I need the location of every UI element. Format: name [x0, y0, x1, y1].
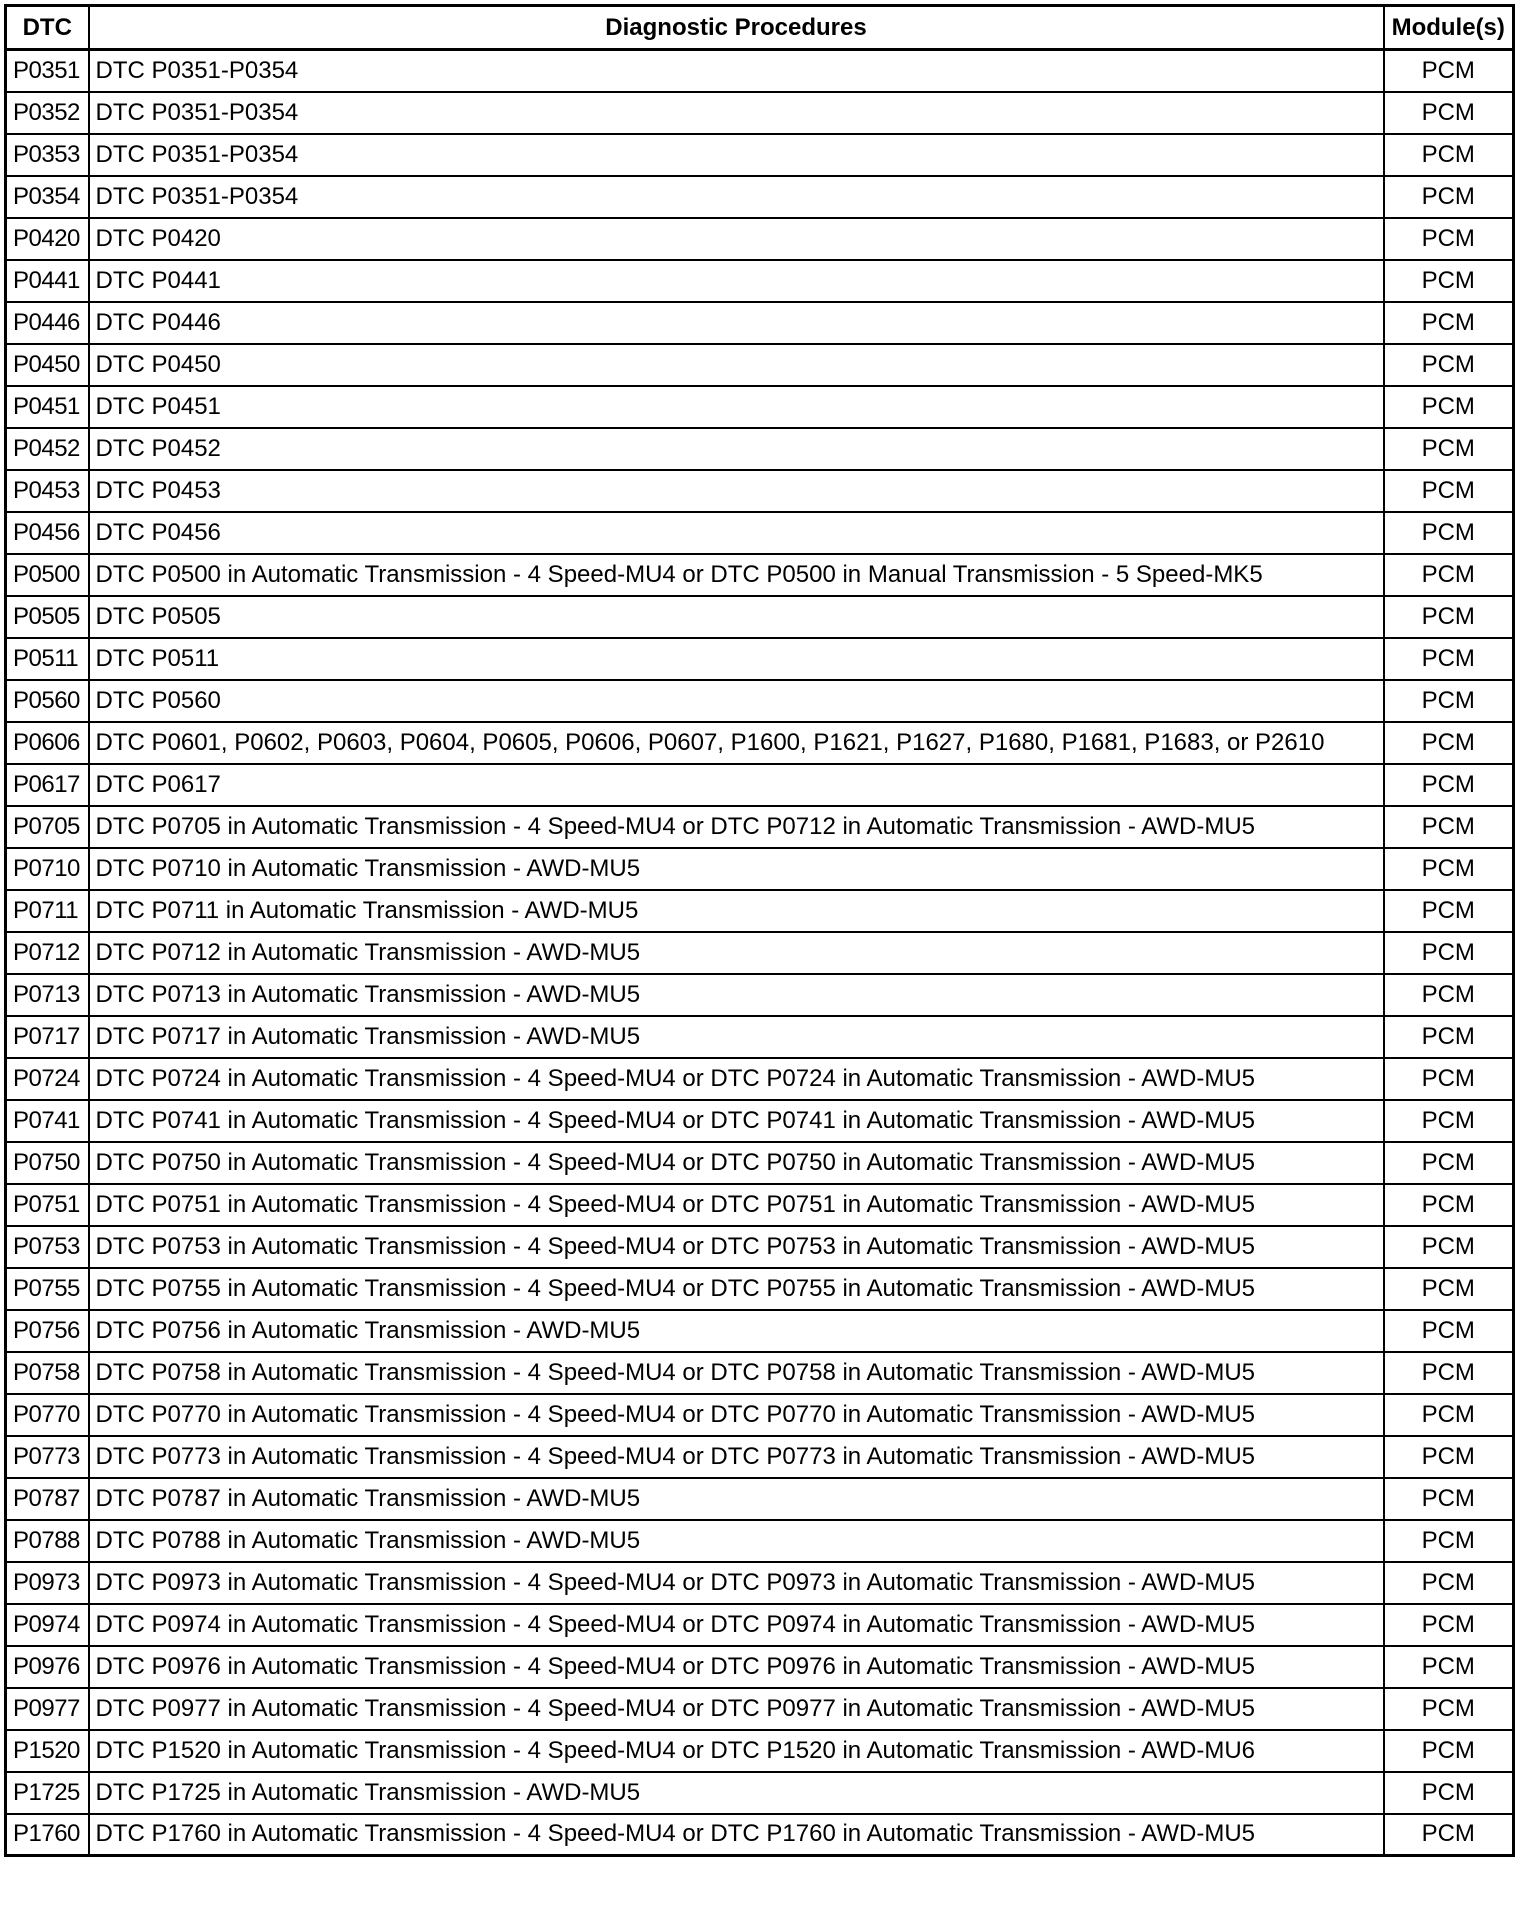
cell-dtc-code: P0441	[6, 260, 89, 302]
cell-module: PCM	[1384, 848, 1514, 890]
cell-dtc-code: P0505	[6, 596, 89, 638]
cell-dtc-code: P0973	[6, 1562, 89, 1604]
table-row	[6, 1562, 1514, 1604]
cell-diagnostic-procedure: DTC P0505	[89, 596, 1384, 638]
header-row	[6, 6, 1514, 50]
cell-dtc-code: P0788	[6, 1520, 89, 1562]
cell-diagnostic-procedure: DTC P0617	[89, 764, 1384, 806]
cell-dtc-code: P0711	[6, 890, 89, 932]
cell-diagnostic-procedure: DTC P0788 in Automatic Transmission - AWD-MU5	[89, 1520, 1384, 1562]
cell-module: PCM	[1384, 806, 1514, 848]
cell-module: PCM	[1384, 596, 1514, 638]
cell-dtc-code: P0758	[6, 1352, 89, 1394]
cell-module: PCM	[1384, 1520, 1514, 1562]
cell-module: PCM	[1384, 512, 1514, 554]
table-row	[6, 1436, 1514, 1478]
cell-dtc-code: P0500	[6, 554, 89, 596]
cell-diagnostic-procedure: DTC P0511	[89, 638, 1384, 680]
table-row	[6, 1604, 1514, 1646]
table-row	[6, 1520, 1514, 1562]
table-row	[6, 1394, 1514, 1436]
cell-diagnostic-procedure: DTC P0974 in Automatic Transmission - 4 Speed-MU4 or DTC P0974 in Automatic Transmission - AWD-MU5	[89, 1604, 1384, 1646]
cell-diagnostic-procedure: DTC P0446	[89, 302, 1384, 344]
table-row	[6, 1310, 1514, 1352]
column-header-procedures: Diagnostic Procedures	[89, 6, 1384, 50]
cell-module: PCM	[1384, 470, 1514, 512]
table-row	[6, 218, 1514, 260]
cell-module: PCM	[1384, 1016, 1514, 1058]
cell-dtc-code: P0773	[6, 1436, 89, 1478]
cell-diagnostic-procedure: DTC P1760 in Automatic Transmission - 4 Speed-MU4 or DTC P1760 in Automatic Transmission - AWD-MU5	[89, 1814, 1384, 1856]
table-header	[6, 6, 1514, 50]
cell-dtc-code: P0787	[6, 1478, 89, 1520]
table-row	[6, 1184, 1514, 1226]
cell-dtc-code: P0606	[6, 722, 89, 764]
cell-dtc-code: P0353	[6, 134, 89, 176]
cell-diagnostic-procedure: DTC P0751 in Automatic Transmission - 4 Speed-MU4 or DTC P0751 in Automatic Transmission - AWD-MU5	[89, 1184, 1384, 1226]
table-row	[6, 302, 1514, 344]
cell-module: PCM	[1384, 1478, 1514, 1520]
cell-diagnostic-procedure: DTC P0560	[89, 680, 1384, 722]
cell-module: PCM	[1384, 176, 1514, 218]
table-body	[6, 50, 1514, 1856]
cell-diagnostic-procedure: DTC P1520 in Automatic Transmission - 4 Speed-MU4 or DTC P1520 in Automatic Transmission - AWD-MU6	[89, 1730, 1384, 1772]
table-row	[6, 50, 1514, 92]
cell-dtc-code: P0977	[6, 1688, 89, 1730]
cell-module: PCM	[1384, 1814, 1514, 1856]
cell-module: PCM	[1384, 218, 1514, 260]
cell-dtc-code: P0712	[6, 932, 89, 974]
cell-module: PCM	[1384, 932, 1514, 974]
cell-module: PCM	[1384, 302, 1514, 344]
cell-diagnostic-procedure: DTC P0451	[89, 386, 1384, 428]
table-row	[6, 1688, 1514, 1730]
cell-dtc-code: P0755	[6, 1268, 89, 1310]
cell-dtc-code: P0976	[6, 1646, 89, 1688]
cell-module: PCM	[1384, 1100, 1514, 1142]
table-row	[6, 890, 1514, 932]
cell-diagnostic-procedure: DTC P0351-P0354	[89, 176, 1384, 218]
table-row	[6, 344, 1514, 386]
cell-dtc-code: P0351	[6, 50, 89, 92]
cell-module: PCM	[1384, 764, 1514, 806]
cell-diagnostic-procedure: DTC P0713 in Automatic Transmission - AWD-MU5	[89, 974, 1384, 1016]
cell-diagnostic-procedure: DTC P0756 in Automatic Transmission - AWD-MU5	[89, 1310, 1384, 1352]
cell-module: PCM	[1384, 134, 1514, 176]
cell-module: PCM	[1384, 1268, 1514, 1310]
cell-module: PCM	[1384, 1310, 1514, 1352]
table-row	[6, 848, 1514, 890]
cell-dtc-code: P0352	[6, 92, 89, 134]
cell-module: PCM	[1384, 1058, 1514, 1100]
cell-module: PCM	[1384, 554, 1514, 596]
cell-diagnostic-procedure: DTC P0420	[89, 218, 1384, 260]
cell-dtc-code: P0753	[6, 1226, 89, 1268]
cell-diagnostic-procedure: DTC P0710 in Automatic Transmission - AWD-MU5	[89, 848, 1384, 890]
cell-diagnostic-procedure: DTC P0711 in Automatic Transmission - AWD-MU5	[89, 890, 1384, 932]
cell-diagnostic-procedure: DTC P0753 in Automatic Transmission - 4 Speed-MU4 or DTC P0753 in Automatic Transmission - AWD-MU5	[89, 1226, 1384, 1268]
cell-module: PCM	[1384, 1646, 1514, 1688]
cell-dtc-code: P0770	[6, 1394, 89, 1436]
cell-diagnostic-procedure: DTC P0450	[89, 344, 1384, 386]
cell-diagnostic-procedure: DTC P0755 in Automatic Transmission - 4 Speed-MU4 or DTC P0755 in Automatic Transmission - AWD-MU5	[89, 1268, 1384, 1310]
cell-dtc-code: P1520	[6, 1730, 89, 1772]
table-row	[6, 260, 1514, 302]
cell-module: PCM	[1384, 1184, 1514, 1226]
cell-module: PCM	[1384, 1562, 1514, 1604]
cell-module: PCM	[1384, 92, 1514, 134]
table-row	[6, 92, 1514, 134]
cell-module: PCM	[1384, 722, 1514, 764]
cell-diagnostic-procedure: DTC P0712 in Automatic Transmission - AWD-MU5	[89, 932, 1384, 974]
cell-module: PCM	[1384, 974, 1514, 1016]
cell-diagnostic-procedure: DTC P0705 in Automatic Transmission - 4 Speed-MU4 or DTC P0712 in Automatic Transmission - AWD-MU5	[89, 806, 1384, 848]
cell-diagnostic-procedure: DTC P0977 in Automatic Transmission - 4 Speed-MU4 or DTC P0977 in Automatic Transmission - AWD-MU5	[89, 1688, 1384, 1730]
cell-diagnostic-procedure: DTC P0456	[89, 512, 1384, 554]
table-row	[6, 764, 1514, 806]
table-row	[6, 1814, 1514, 1856]
cell-module: PCM	[1384, 680, 1514, 722]
cell-dtc-code: P0452	[6, 428, 89, 470]
cell-dtc-code: P0713	[6, 974, 89, 1016]
cell-diagnostic-procedure: DTC P1725 in Automatic Transmission - AWD-MU5	[89, 1772, 1384, 1814]
cell-dtc-code: P0751	[6, 1184, 89, 1226]
table-row	[6, 1772, 1514, 1814]
cell-module: PCM	[1384, 428, 1514, 470]
table-row	[6, 1730, 1514, 1772]
table-row	[6, 1352, 1514, 1394]
cell-diagnostic-procedure: DTC P0351-P0354	[89, 134, 1384, 176]
cell-diagnostic-procedure: DTC P0787 in Automatic Transmission - AWD-MU5	[89, 1478, 1384, 1520]
table-row	[6, 428, 1514, 470]
cell-dtc-code: P0446	[6, 302, 89, 344]
column-header-dtc: DTC	[6, 6, 89, 50]
cell-diagnostic-procedure: DTC P0351-P0354	[89, 92, 1384, 134]
table-row	[6, 1268, 1514, 1310]
cell-module: PCM	[1384, 1226, 1514, 1268]
cell-module: PCM	[1384, 50, 1514, 92]
cell-diagnostic-procedure: DTC P0758 in Automatic Transmission - 4 Speed-MU4 or DTC P0758 in Automatic Transmission - AWD-MU5	[89, 1352, 1384, 1394]
table-row	[6, 680, 1514, 722]
table-row	[6, 1226, 1514, 1268]
table-row	[6, 806, 1514, 848]
table-row	[6, 1100, 1514, 1142]
table-row	[6, 1058, 1514, 1100]
cell-module: PCM	[1384, 1772, 1514, 1814]
table-row	[6, 470, 1514, 512]
cell-diagnostic-procedure: DTC P0717 in Automatic Transmission - AWD-MU5	[89, 1016, 1384, 1058]
cell-dtc-code: P0453	[6, 470, 89, 512]
cell-dtc-code: P0511	[6, 638, 89, 680]
cell-diagnostic-procedure: DTC P0973 in Automatic Transmission - 4 Speed-MU4 or DTC P0973 in Automatic Transmission - AWD-MU5	[89, 1562, 1384, 1604]
table-row	[6, 1646, 1514, 1688]
cell-diagnostic-procedure: DTC P0601, P0602, P0603, P0604, P0605, P0606, P0607, P1600, P1621, P1627, P1680, P1681, P1683, or P2610	[89, 722, 1384, 764]
table-row	[6, 1478, 1514, 1520]
table-row	[6, 1142, 1514, 1184]
cell-module: PCM	[1384, 1688, 1514, 1730]
table-row	[6, 554, 1514, 596]
cell-dtc-code: P0450	[6, 344, 89, 386]
cell-dtc-code: P0705	[6, 806, 89, 848]
cell-dtc-code: P0617	[6, 764, 89, 806]
cell-module: PCM	[1384, 1604, 1514, 1646]
cell-diagnostic-procedure: DTC P0724 in Automatic Transmission - 4 Speed-MU4 or DTC P0724 in Automatic Transmission - AWD-MU5	[89, 1058, 1384, 1100]
cell-diagnostic-procedure: DTC P0452	[89, 428, 1384, 470]
cell-dtc-code: P1760	[6, 1814, 89, 1856]
table-row	[6, 1016, 1514, 1058]
dtc-table	[4, 4, 1515, 1857]
cell-dtc-code: P0974	[6, 1604, 89, 1646]
cell-diagnostic-procedure: DTC P0976 in Automatic Transmission - 4 Speed-MU4 or DTC P0976 in Automatic Transmission - AWD-MU5	[89, 1646, 1384, 1688]
table-row	[6, 386, 1514, 428]
cell-module: PCM	[1384, 386, 1514, 428]
cell-dtc-code: P1725	[6, 1772, 89, 1814]
cell-module: PCM	[1384, 344, 1514, 386]
cell-dtc-code: P0710	[6, 848, 89, 890]
dtc-table-container	[4, 4, 1512, 1857]
table-row	[6, 638, 1514, 680]
cell-dtc-code: P0456	[6, 512, 89, 554]
cell-diagnostic-procedure: DTC P0773 in Automatic Transmission - 4 Speed-MU4 or DTC P0773 in Automatic Transmission - AWD-MU5	[89, 1436, 1384, 1478]
cell-module: PCM	[1384, 1730, 1514, 1772]
cell-dtc-code: P0560	[6, 680, 89, 722]
table-row	[6, 596, 1514, 638]
cell-module: PCM	[1384, 1394, 1514, 1436]
column-header-modules: Module(s)	[1384, 6, 1514, 50]
cell-dtc-code: P0354	[6, 176, 89, 218]
cell-dtc-code: P0420	[6, 218, 89, 260]
cell-diagnostic-procedure: DTC P0453	[89, 470, 1384, 512]
cell-diagnostic-procedure: DTC P0351-P0354	[89, 50, 1384, 92]
cell-diagnostic-procedure: DTC P0500 in Automatic Transmission - 4 Speed-MU4 or DTC P0500 in Manual Transmission - 5 Speed-MK5	[89, 554, 1384, 596]
cell-diagnostic-procedure: DTC P0770 in Automatic Transmission - 4 Speed-MU4 or DTC P0770 in Automatic Transmission - AWD-MU5	[89, 1394, 1384, 1436]
cell-diagnostic-procedure: DTC P0441	[89, 260, 1384, 302]
cell-dtc-code: P0451	[6, 386, 89, 428]
table-row	[6, 512, 1514, 554]
cell-dtc-code: P0750	[6, 1142, 89, 1184]
cell-module: PCM	[1384, 638, 1514, 680]
cell-module: PCM	[1384, 1142, 1514, 1184]
cell-module: PCM	[1384, 260, 1514, 302]
cell-dtc-code: P0741	[6, 1100, 89, 1142]
cell-diagnostic-procedure: DTC P0750 in Automatic Transmission - 4 Speed-MU4 or DTC P0750 in Automatic Transmission - AWD-MU5	[89, 1142, 1384, 1184]
table-row	[6, 722, 1514, 764]
cell-diagnostic-procedure: DTC P0741 in Automatic Transmission - 4 Speed-MU4 or DTC P0741 in Automatic Transmission - AWD-MU5	[89, 1100, 1384, 1142]
table-row	[6, 932, 1514, 974]
table-row	[6, 134, 1514, 176]
cell-module: PCM	[1384, 1352, 1514, 1394]
cell-dtc-code: P0717	[6, 1016, 89, 1058]
cell-dtc-code: P0756	[6, 1310, 89, 1352]
cell-module: PCM	[1384, 890, 1514, 932]
table-row	[6, 974, 1514, 1016]
cell-module: PCM	[1384, 1436, 1514, 1478]
cell-dtc-code: P0724	[6, 1058, 89, 1100]
table-row	[6, 176, 1514, 218]
